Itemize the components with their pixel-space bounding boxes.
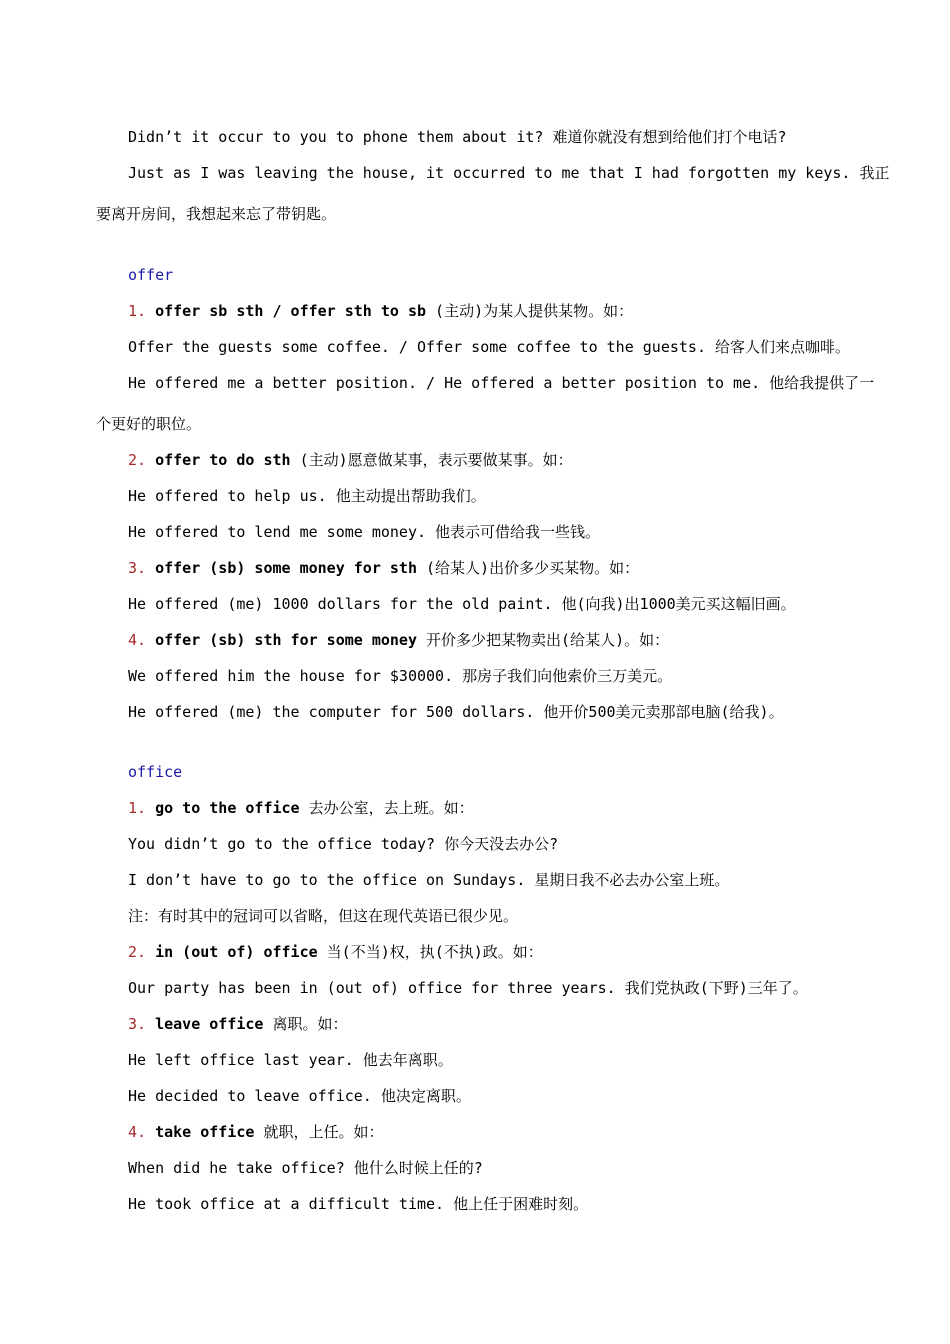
example-sentence: Didn’t it occur to you to phone them about it? 难道你就没有想到给他们打个电话? [128,128,787,146]
usage-item-4 [128,630,669,650]
usage-item-1 [128,798,474,818]
usage-pattern: take office [155,1123,255,1141]
example-sentence: Our party has been in (out of) office for three years. 我们党执政(下野)三年了。 [128,979,808,997]
usage-item-3 [128,558,639,578]
example-sentence: He left office last year. 他去年离职。 [128,1051,453,1069]
item-number: 1. [128,799,147,817]
example-sentence: He offered to help us. 他主动提出帮助我们。 [128,487,486,505]
usage-pattern: offer (sb) some money for sth [155,559,417,577]
example-sentence: When did he take office? 他什么时候上任的? [128,1159,483,1177]
example-sentence: Just as I was leaving the house, it occurred to me that I had forgotten my keys. 我正 [128,164,890,182]
usage-item-2 [128,450,573,470]
example-sentence-continued: 个更好的职位。 [96,415,202,433]
usage-item-1 [128,301,633,321]
usage-note: 注：有时其中的冠词可以省略，但这在现代英语已很少见。 [128,907,519,925]
item-number: 3. [128,1015,147,1033]
item-number: 3. [128,559,147,577]
usage-pattern: leave office [155,1015,264,1033]
usage-pattern: in (out of) office [155,943,318,961]
item-number: 2. [128,943,147,961]
example-sentence: He offered to lend me some money. 他表示可借给我一些钱。 [128,523,601,541]
usage-meaning: 当(不当)权，执(不执)政。如： [317,943,543,961]
example-sentence: He offered me a better position. / He offered a better position to me. 他给我提供了一 [128,374,875,392]
section-heading-offer: offer [128,266,174,284]
example-sentence: He offered (me) 1000 dollars for the old paint. 他(向我)出1000美元买这幅旧画。 [128,595,796,613]
usage-meaning: 去办公室，去上班。如： [299,799,474,817]
item-number: 4. [128,1123,147,1141]
usage-meaning: 离职。如： [263,1015,348,1033]
section-heading-office: office [128,763,183,781]
example-sentence: Offer the guests some coffee. / Offer some coffee to the guests. 给客人们来点咖啡。 [128,338,851,356]
usage-meaning: 就职，上任。如： [254,1123,384,1141]
usage-pattern: offer to do sth [155,451,291,469]
example-sentence: You didn’t go to the office today? 你今天没去办公? [128,835,559,853]
usage-pattern: go to the office [155,799,300,817]
example-sentence: We offered him the house for $30000. 那房子我们向他索价三万美元。 [128,667,673,685]
usage-item-2 [128,942,543,962]
usage-meaning: (主动)为某人提供某物。如： [426,302,634,320]
example-sentence: He offered (me) the computer for 500 dollars. 他开价500美元卖那部电脑(给我)。 [128,703,784,721]
usage-item-4 [128,1122,383,1142]
usage-meaning: (主动)愿意做某事，表示要做某事。如： [290,451,573,469]
item-number: 1. [128,302,147,320]
example-sentence-continued: 要离开房间，我想起来忘了带钥匙。 [96,205,337,223]
usage-meaning: 开价多少把某物卖出(给某人)。如： [417,631,670,649]
usage-pattern: offer (sb) sth for some money [155,631,417,649]
example-sentence: I don’t have to go to the office on Sundays. 星期日我不必去办公室上班。 [128,871,730,889]
usage-item-3 [128,1014,348,1034]
item-number: 4. [128,631,147,649]
example-sentence: He took office at a difficult time. 他上任于困难时刻。 [128,1195,589,1213]
item-number: 2. [128,451,147,469]
example-sentence: He decided to leave office. 他决定离职。 [128,1087,471,1105]
usage-pattern: offer sb sth / offer sth to sb [155,302,427,320]
usage-meaning: (给某人)出价多少买某物。如： [417,559,640,577]
